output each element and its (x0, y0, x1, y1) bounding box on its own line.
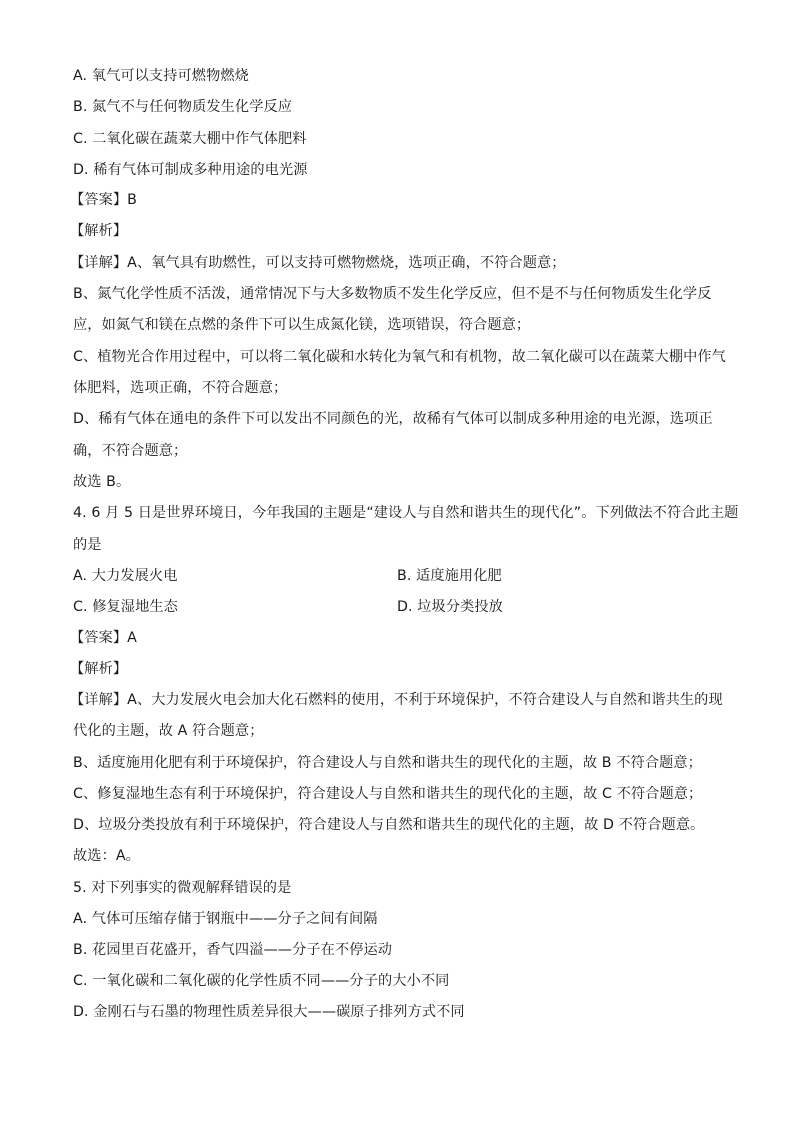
q3-analysis-label: 【解析】 (70, 223, 128, 239)
q3-detail-line: D、稀有气体在通电的条件下可以发出不同颜色的光，故稀有气体可以制成多种用途的电光源，选项正 (73, 411, 713, 427)
q3-detail-line: 体肥料，选项正确，不符合题意； (73, 380, 288, 396)
q4-detail-line: B、适度施用化肥有利于环境保护，符合建设人与自然和谐共生的现代化的主题，故 B 不符合题意； (73, 755, 702, 771)
q3-conclusion: 故选 B。 (73, 474, 131, 490)
q3-option-c: C. 二氧化碳在蔬菜大棚中作气体肥料 (73, 131, 307, 147)
q4-stem-line: 4. 6 月 5 日是世界环境日，今年我国的主题是“建设人与自然和谐共生的现代化”。下列做法不符合此主题 (73, 505, 739, 521)
q4-option-d: D. 垃圾分类投放 (397, 599, 503, 615)
q3-option-b: B. 氮气不与任何物质发生化学反应 (73, 99, 293, 115)
q4-detail-line: D、垃圾分类投放有利于环境保护，符合建设人与自然和谐共生的现代化的主题，故 D 不符合题意。 (73, 817, 705, 833)
q5-stem: 5. 对下列事实的微观解释错误的是 (73, 880, 292, 896)
q3-detail-line: 应，如氮气和镁在点燃的条件下可以生成氮化镁，选项错误，符合题意； (73, 317, 531, 333)
q3-detail-line: 确，不符合题意； (73, 443, 188, 459)
q4-analysis-label: 【解析】 (70, 661, 128, 677)
q3-option-d: D. 稀有气体可制成多种用途的电光源 (73, 162, 308, 178)
q5-option-d: D. 金刚石与石墨的物理性质差异很大——碳原子排列方式不同 (73, 1004, 465, 1020)
q3-detail-line: B、氮气化学性质不活泼，通常情况下与大多数物质不发生化学反应，但不是不与任何物质发生化学反 (73, 286, 712, 302)
q5-option-b: B. 花园里百花盛开，香气四溢——分子在不停运动 (73, 942, 393, 958)
q4-option-c: C. 修复湿地生态 (73, 599, 178, 615)
q3-detail-line: C、植物光合作用过程中，可以将二氧化碳和水转化为氧气和有机物，故二氧化碳可以在蔬菜大棚中作气 (73, 349, 726, 365)
q3-detail-line: 【详解】A、氧气具有助燃性，可以支持可燃物燃烧，选项正确，不符合题意； (70, 255, 566, 271)
q4-detail-line: 代化的主题，故 A 符合题意； (73, 723, 264, 739)
q4-conclusion: 故选：A。 (73, 848, 140, 864)
q4-detail-line: 【详解】A、大力发展火电会加大化石燃料的使用，不利于环境保护，不符合建设人与自然和谐共生的现 (70, 692, 723, 708)
q4-option-b: B. 适度施用化肥 (397, 568, 502, 584)
q3-answer: 【答案】B (70, 192, 137, 208)
q4-answer: 【答案】A (70, 630, 137, 646)
q4-stem-line: 的是 (73, 537, 102, 553)
q5-option-a: A. 气体可压缩存储于钢瓶中——分子之间有间隔 (73, 911, 378, 927)
q4-detail-line: C、修复湿地生态有利于环境保护，符合建设人与自然和谐共生的现代化的主题，故 C 不符合题意； (73, 786, 703, 802)
q3-option-a: A. 氧气可以支持可燃物燃烧 (73, 68, 249, 84)
q4-option-a: A. 大力发展火电 (73, 568, 178, 584)
q5-option-c: C. 一氧化碳和二氧化碳的化学性质不同——分子的大小不同 (73, 973, 450, 989)
